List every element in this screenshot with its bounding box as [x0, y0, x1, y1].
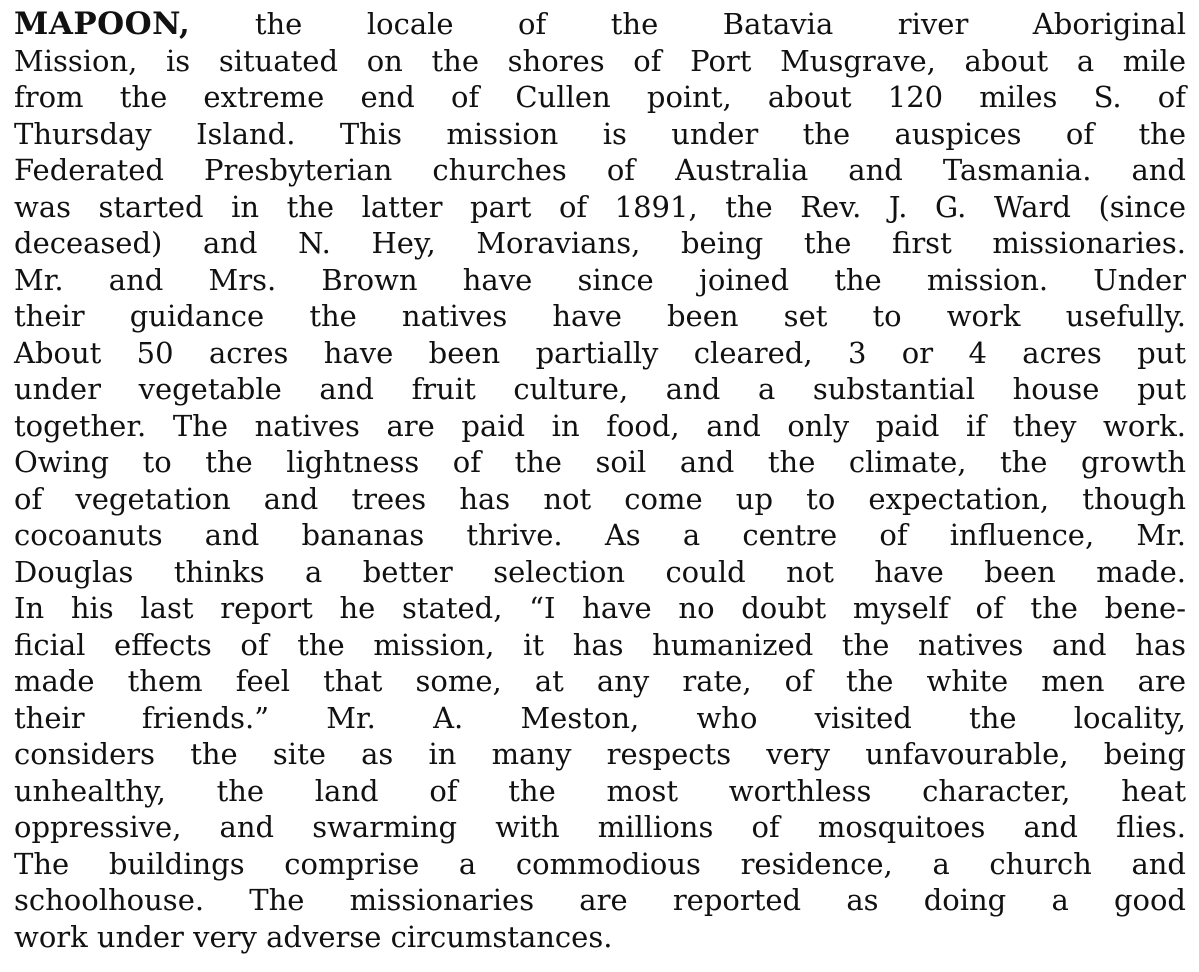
text-line-24: The buildings comprise a commodious residence, a church and — [14, 846, 1186, 881]
text-line-14: of vegetation and trees has not come up to expectation, though — [14, 481, 1186, 516]
text-line-21: considers the site as in many respects very unfavourable, being — [14, 737, 1186, 771]
text-line-17: In his last report he stated, “I have no doubt myself of the bene- — [14, 591, 1186, 625]
text-line-15: cocoanuts and bananas thrive. As a centre of influence, Mr. — [14, 518, 1186, 552]
text-line-20: their friends.” Mr. A. Meston, who visited the locality, — [14, 700, 1186, 735]
lead-word: MAPOON, — [14, 6, 191, 42]
article-text — [14, 6, 1186, 955]
text-line-25: schoolhouse. The missionaries are reported as doing a good — [14, 883, 1186, 917]
text-line-1-rest: the locale of the Batavia river Aboriginal — [190, 7, 1186, 41]
text-line-8: Mr. and Mrs. Brown have since joined the mission. Under — [14, 262, 1186, 297]
text-line-7: deceased) and N. Hey, Moravians, being the first missionaries. — [14, 226, 1186, 260]
text-line-2: Mission, is situated on the shores of Port Musgrave, about a mile — [14, 43, 1186, 78]
text-line-16: Douglas thinks a better selection could not have been made. — [14, 554, 1186, 589]
text-line-11: under vegetable and fruit culture, and a substantial house put — [14, 372, 1186, 406]
text-line-1 — [14, 6, 1186, 43]
text-line-22: unhealthy, the land of the most worthless character, heat — [14, 773, 1186, 808]
text-line-5: Federated Presbyterian churches of Australia and Tasmania. and — [14, 153, 1186, 187]
text-line-9: their guidance the natives have been set to work usefully. — [14, 299, 1186, 333]
text-line-19: made them feel that some, at any rate, of the white men are — [14, 664, 1186, 698]
text-line-10: About 50 acres have been partially cleared, 3 or 4 acres put — [14, 335, 1186, 370]
text-line-12: together. The natives are paid in food, and only paid if they work. — [14, 408, 1186, 443]
text-line-6: was started in the latter part of 1891, the Rev. J. G. Ward (since — [14, 189, 1186, 224]
text-line-23: oppressive, and swarming with millions of mosquitoes and flies. — [14, 810, 1186, 844]
text-line-26: work under very adverse circumstances. — [14, 919, 613, 954]
text-line-3: from the extreme end of Cullen point, about 120 miles S. of — [14, 80, 1186, 114]
text-line-18: ficial effects of the mission, it has humanized the natives and has — [14, 627, 1186, 662]
text-line-4: Thursday Island. This mission is under the auspices of the — [14, 116, 1186, 151]
text-line-13: Owing to the lightness of the soil and the climate, the growth — [14, 445, 1186, 479]
